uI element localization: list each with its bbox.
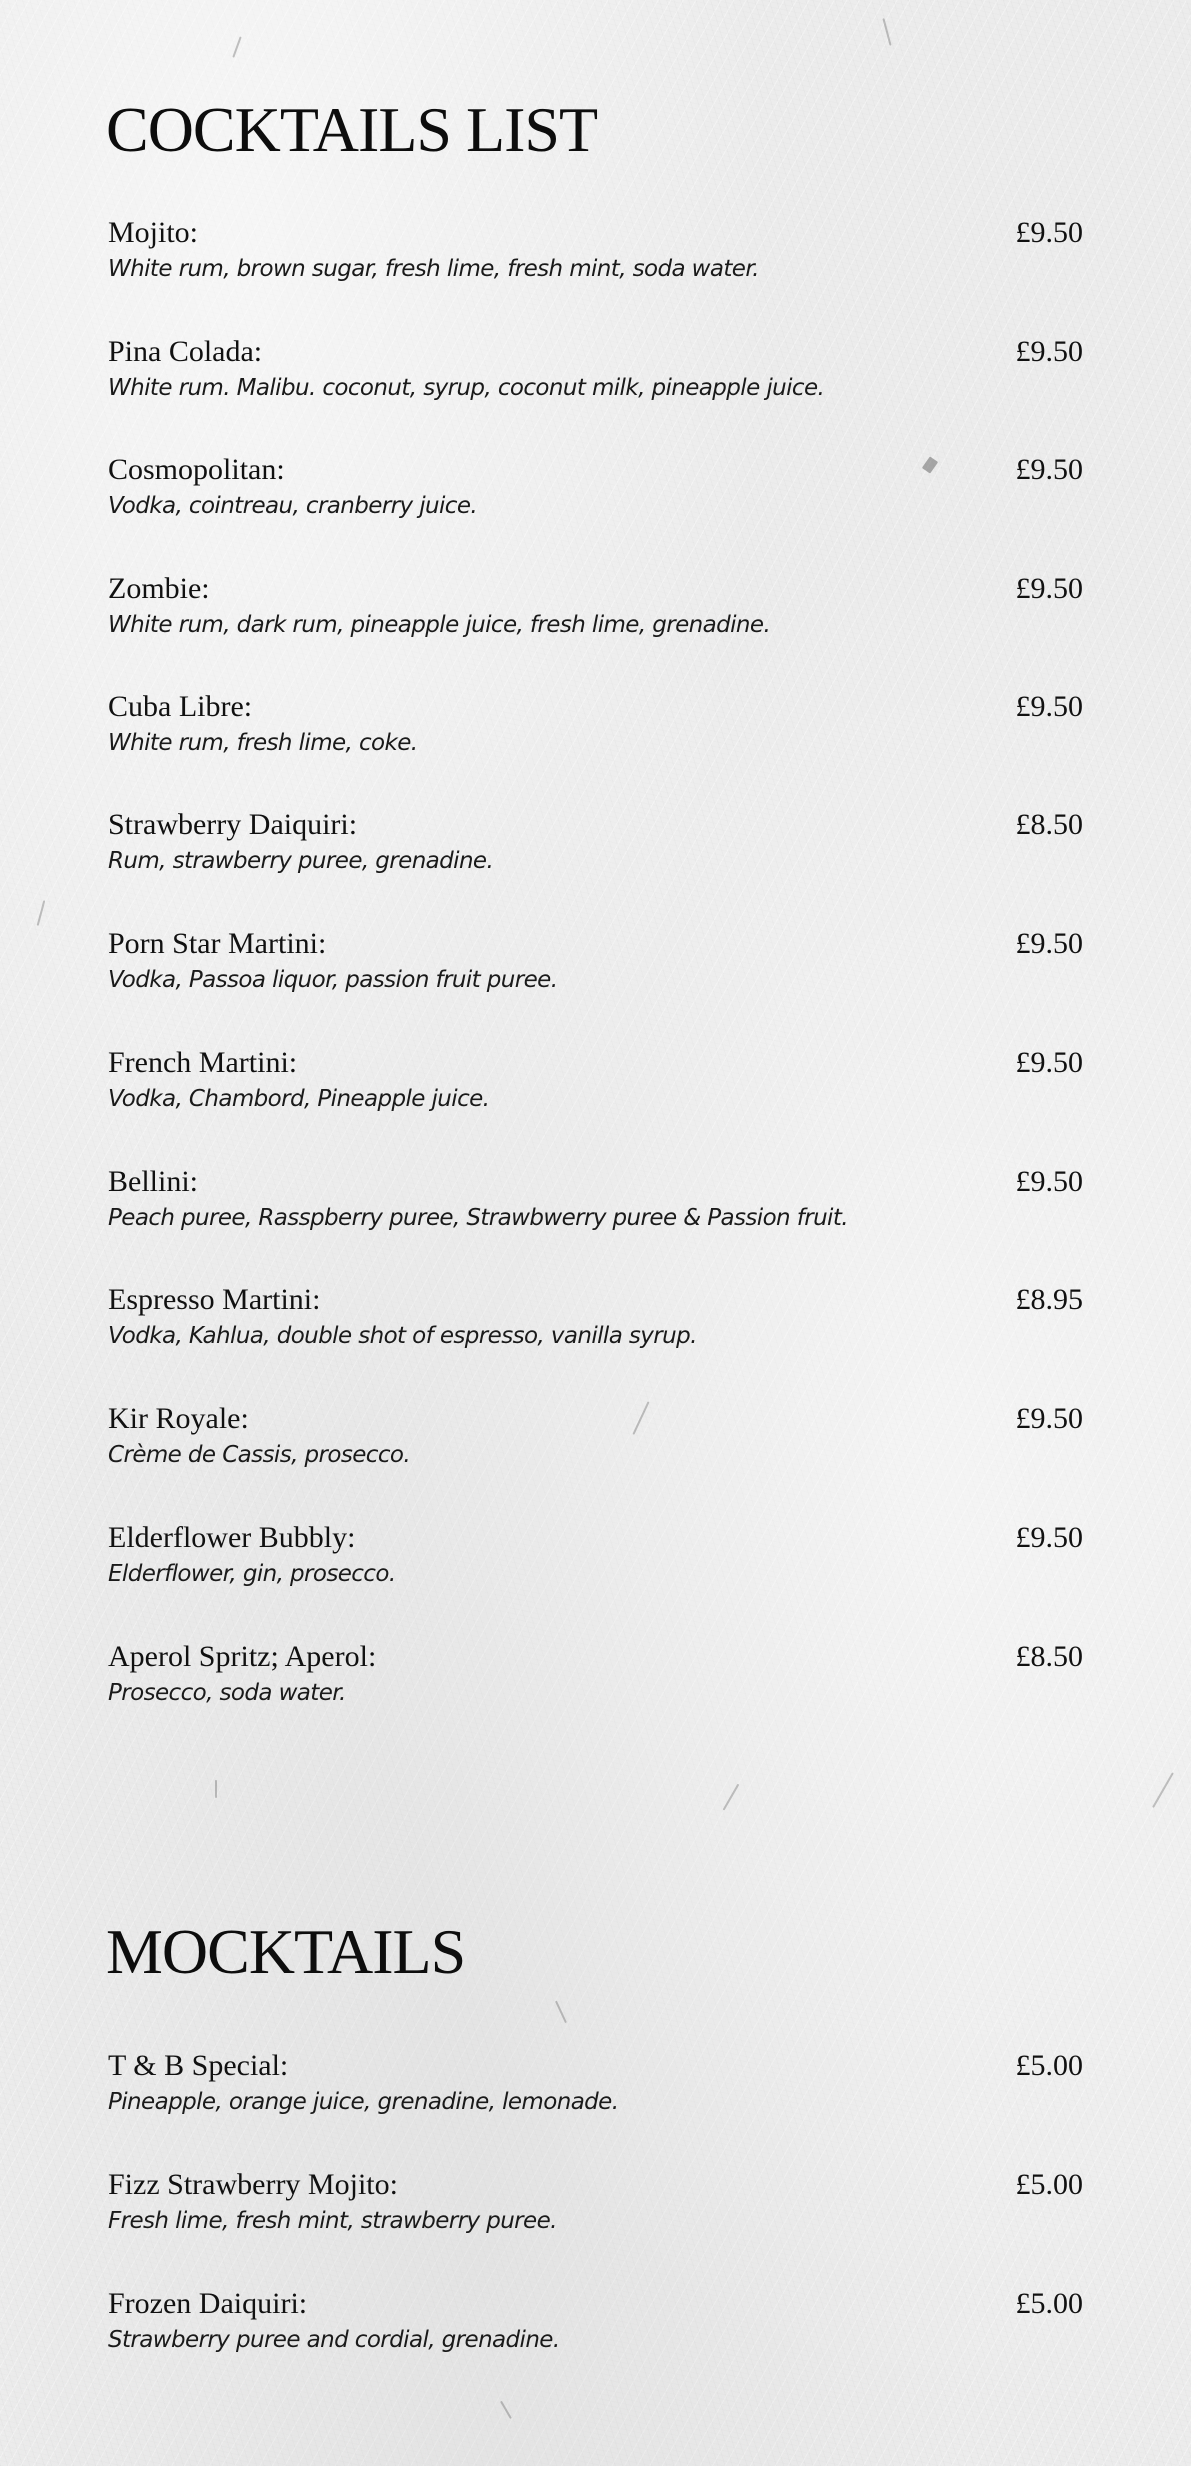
item-price: £9.50 — [1015, 453, 1083, 486]
item-name: Fizz Strawberry Mojito: — [108, 2168, 398, 2201]
item-name: Zombie: — [108, 572, 210, 605]
item-name: Porn Star Martini: — [108, 927, 327, 960]
item-description: White rum, dark rum, pineapple juice, fresh lime, grenadine. — [108, 612, 771, 638]
item-price: £9.50 — [1015, 1521, 1083, 1554]
menu-item-fizz-strawberry-mojito — [108, 2168, 1083, 2258]
paper-fiber — [882, 18, 891, 45]
menu-item-pina-colada — [108, 335, 1083, 425]
item-price: £9.50 — [1015, 572, 1083, 605]
paper-fiber — [723, 1784, 739, 1811]
item-name: Bellini: — [108, 1165, 198, 1198]
item-description: Crème de Cassis, prosecco. — [108, 1442, 411, 1468]
menu-item-aperol-spritz — [108, 1640, 1083, 1730]
paper-fiber — [1152, 1772, 1173, 1807]
paper-fiber — [500, 2401, 511, 2419]
item-price: £5.00 — [1015, 2287, 1083, 2320]
item-price: £9.50 — [1015, 1046, 1083, 1079]
item-description: Strawberry puree and cordial, grenadine. — [108, 2327, 560, 2353]
item-price: £9.50 — [1015, 1402, 1083, 1435]
item-name: Elderflower Bubbly: — [108, 1521, 356, 1554]
item-name: Kir Royale: — [108, 1402, 249, 1435]
item-description: Rum, strawberry puree, grenadine. — [108, 848, 494, 874]
menu-item-porn-star-martini — [108, 927, 1083, 1017]
item-name: Espresso Martini: — [108, 1283, 321, 1316]
menu-item-elderflower-bubbly — [108, 1521, 1083, 1611]
paper-fiber — [232, 36, 241, 57]
menu-item-kir-royale — [108, 1402, 1083, 1492]
menu-item-espresso-martini — [108, 1283, 1083, 1373]
item-name: French Martini: — [108, 1046, 298, 1079]
item-name: Cosmopolitan: — [108, 453, 285, 486]
item-name: Cuba Libre: — [108, 690, 253, 723]
menu-item-mojito — [108, 216, 1083, 306]
item-name: Aperol Spritz; Aperol: — [108, 1640, 377, 1673]
item-description: Prosecco, soda water. — [108, 1680, 346, 1706]
item-name: Pina Colada: — [108, 335, 263, 368]
item-name: Strawberry Daiquiri: — [108, 808, 358, 841]
item-price: £8.95 — [1015, 1283, 1083, 1316]
item-price: £5.00 — [1015, 2049, 1083, 2082]
item-description: White rum, fresh lime, coke. — [108, 730, 418, 756]
item-description: Vodka, Chambord, Pineapple juice. — [108, 1086, 490, 1112]
menu-item-frozen-daiquiri — [108, 2287, 1083, 2377]
item-price: £9.50 — [1015, 1165, 1083, 1198]
menu-item-bellini — [108, 1165, 1083, 1255]
cocktails-title: COCKTAILS LIST — [106, 94, 598, 165]
item-description: Peach puree, Rasspberry puree, Strawbwerry puree & Passion fruit. — [108, 1205, 848, 1231]
item-price: £8.50 — [1015, 808, 1083, 841]
item-description: Elderflower, gin, prosecco. — [108, 1561, 396, 1587]
item-name: T & B Special: — [108, 2049, 289, 2082]
menu-item-strawberry-daiquiri — [108, 808, 1083, 898]
item-description: White rum, brown sugar, fresh lime, fresh mint, soda water. — [108, 256, 759, 282]
paper-fiber — [215, 1780, 217, 1798]
menu-item-cuba-libre — [108, 690, 1083, 780]
item-description: Pineapple, orange juice, grenadine, lemonade. — [108, 2089, 619, 2115]
item-price: £9.50 — [1015, 690, 1083, 723]
item-price: £5.00 — [1015, 2168, 1083, 2201]
item-description: White rum. Malibu. coconut, syrup, coconut milk, pineapple juice. — [108, 375, 825, 401]
item-price: £9.50 — [1015, 216, 1083, 249]
item-price: £9.50 — [1015, 927, 1083, 960]
mocktails-title: MOCKTAILS — [106, 1916, 466, 1987]
item-description: Vodka, cointreau, cranberry juice. — [108, 493, 478, 519]
menu-item-zombie — [108, 572, 1083, 662]
item-description: Fresh lime, fresh mint, strawberry puree. — [108, 2208, 557, 2234]
item-name: Mojito: — [108, 216, 199, 249]
paper-fiber — [555, 2001, 567, 2023]
menu-item-cosmopolitan — [108, 453, 1083, 543]
item-description: Vodka, Passoa liquor, passion fruit puree. — [108, 967, 558, 993]
item-price: £8.50 — [1015, 1640, 1083, 1673]
menu-item-tb-special — [108, 2049, 1083, 2139]
paper-fiber — [37, 900, 45, 926]
menu-item-french-martini — [108, 1046, 1083, 1136]
item-price: £9.50 — [1015, 335, 1083, 368]
item-name: Frozen Daiquiri: — [108, 2287, 308, 2320]
item-description: Vodka, Kahlua, double shot of espresso, vanilla syrup. — [108, 1323, 697, 1349]
